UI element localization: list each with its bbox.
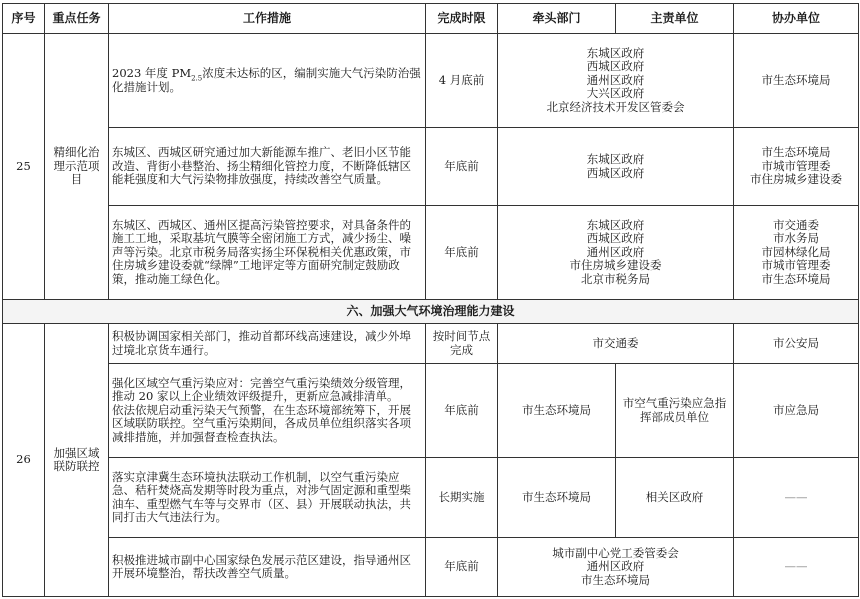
table-row: [3, 538, 859, 597]
main-cell: 市空气重污染应急指挥部成员单位: [616, 364, 734, 458]
measure-cell: 落实京津冀生态环境执法联动工作机制，以空气重污染应急、秸秆焚烧高发期等时段为重点，对涉气固定源和重型柴油车、重型燃气车等与交界市（区、县）开展联动执法，共同打击大气违法行为。: [109, 458, 426, 538]
task-name: 精细化治理示范项目: [45, 34, 109, 300]
measure-cell: 积极协调国家相关部门，推动首都环线高速建设，减少外埠过境北京货车通行。: [109, 324, 426, 364]
assist-cell: 市生态环境局 市城市管理委 市住房城乡建设委: [734, 128, 859, 206]
lead-cell: 城市副中心党工委管委会 通州区政府 市生态环境局: [498, 538, 734, 597]
measure-cell: 东城区、西城区、通州区提高污染管控要求，对具备条件的施工工地，采取基坑气膜等全密闭施工方式，减少扬尘、噪声等污染。北京市税务局落实扬尘环保税相关优惠政策，市住房城乡建设委就“绿牌”工地评定等方面研究制定鼓励政策，推动施工绿色化。: [109, 206, 426, 300]
deadline-cell: 年底前: [426, 206, 498, 300]
measure-cell: [109, 34, 426, 128]
assist-cell: ——: [734, 458, 859, 538]
measure-cell: 强化区域空气重污染应对：完善空气重污染绩效分级管理，推动 20 家以上企业绩效评级提升，更新应急减排清单。 依法依规启动重污染天气预警，在生态环境部统筹下，开展区域联防联控。空气重污染期间，各成员单位组织落实各项减排措施，并加强督查检查执法。: [109, 364, 426, 458]
pm-subscript: 2.5: [191, 74, 203, 83]
header-measure: 工作措施: [109, 4, 426, 34]
header-assist: 协办单位: [734, 4, 859, 34]
section-title: 六、加强大气环境治理能力建设: [3, 300, 859, 324]
header-deadline: 完成时限: [426, 4, 498, 34]
header-no: 序号: [3, 4, 45, 34]
section-row: [3, 300, 859, 324]
measure-text-part: 2023 年度 PM: [112, 66, 192, 80]
table-header-row: [3, 4, 859, 34]
lead-cell: 市交通委: [498, 324, 734, 364]
main-cell: 相关区政府: [616, 458, 734, 538]
measure-cell: 积极推进城市副中心国家绿色发展示范区建设，指导通州区开展环境整治，帮扶改善空气质量。: [109, 538, 426, 597]
header-lead: 牵头部门: [498, 4, 616, 34]
measure-text-part: 浓度未达标的区，编制实施大气污染防治强化措施计划。: [112, 66, 421, 94]
assist-cell: 市公安局: [734, 324, 859, 364]
work-measures-table: [2, 3, 859, 597]
lead-cell: 市生态环境局: [498, 458, 616, 538]
assist-cell: 市生态环境局: [734, 34, 859, 128]
assist-cell: 市应急局: [734, 364, 859, 458]
table-row: [3, 128, 859, 206]
lead-cell: 东城区政府 西城区政府 通州区政府 市住房城乡建设委 北京市税务局: [498, 206, 734, 300]
deadline-cell: 年底前: [426, 538, 498, 597]
deadline-cell: 4 月底前: [426, 34, 498, 128]
deadline-cell: 年底前: [426, 364, 498, 458]
deadline-cell: 按时间节点完成: [426, 324, 498, 364]
table-row: [3, 34, 859, 128]
lead-cell: 东城区政府 西城区政府: [498, 128, 734, 206]
table-row: [3, 324, 859, 364]
lead-cell: 市生态环境局: [498, 364, 616, 458]
item-number: 26: [3, 324, 45, 597]
item-number: 25: [3, 34, 45, 300]
deadline-cell: 长期实施: [426, 458, 498, 538]
header-main: 主责单位: [616, 4, 734, 34]
deadline-cell: 年底前: [426, 128, 498, 206]
lead-cell: 东城区政府 西城区政府 通州区政府 大兴区政府 北京经济技术开发区管委会: [498, 34, 734, 128]
table-row: [3, 364, 859, 458]
task-name: 加强区域联防联控: [45, 324, 109, 597]
measure-cell: 东城区、西城区研究通过加大新能源车推广、老旧小区节能改造、背街小巷整治、扬尘精细化管控力度，不断降低辖区能耗强度和大气污染物排放强度，持续改善空气质量。: [109, 128, 426, 206]
table-row: [3, 206, 859, 300]
assist-cell: 市交通委 市水务局 市园林绿化局 市城市管理委 市生态环境局: [734, 206, 859, 300]
table-row: [3, 458, 859, 538]
assist-cell: ——: [734, 538, 859, 597]
header-task: 重点任务: [45, 4, 109, 34]
